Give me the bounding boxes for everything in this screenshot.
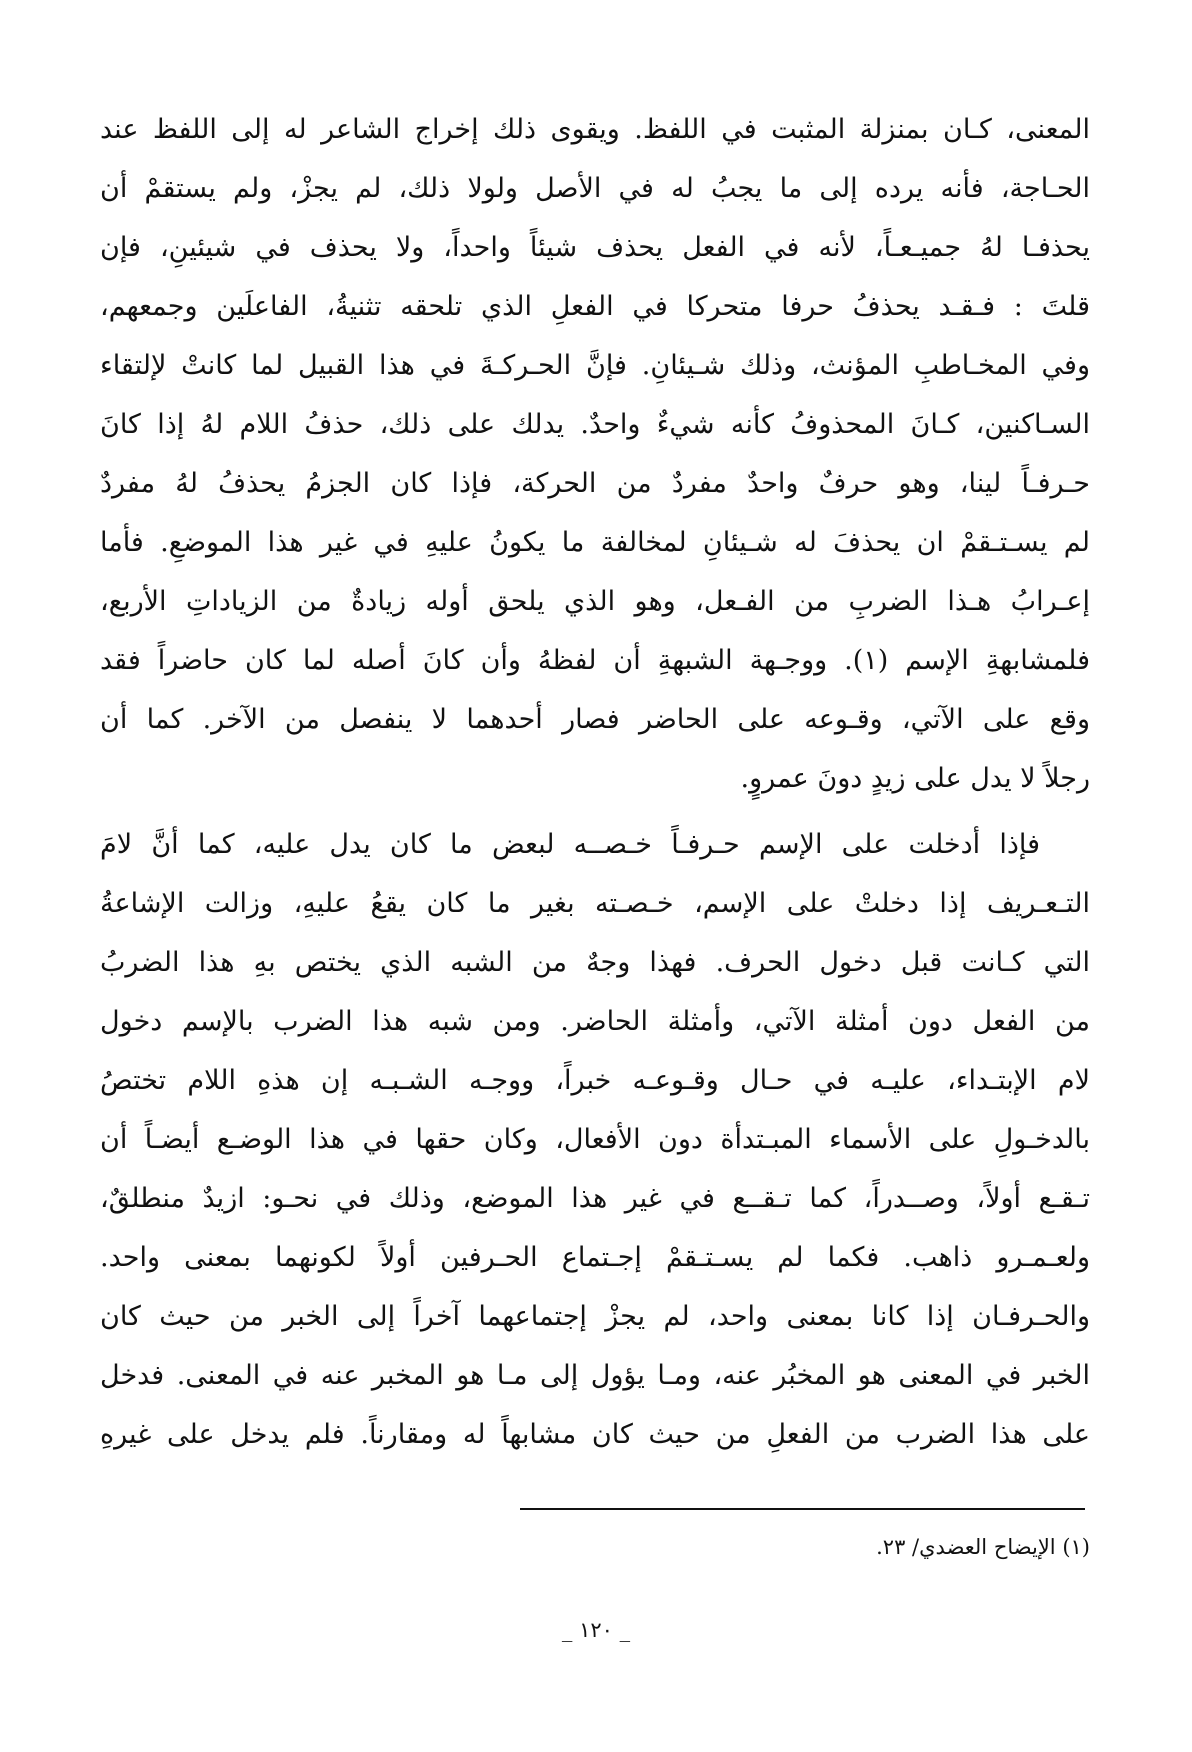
paragraph-line: والحـرفـان إذا كانا بمعنى واحد، لم يجزْ إجتماعهما آخراً إلى الخبر من حيث كان: [100, 1301, 1090, 1332]
paragraph-line: الخبر في المعنى هو المخبُر عنه، ومـا يؤول إلى مـا هو المخبر عنه في المعنى. فدخل: [100, 1360, 1090, 1391]
page-number: _ ١٢٠ _: [561, 1618, 631, 1642]
paragraph-2: [100, 815, 1090, 1464]
paragraph-line: المعنى، كـان بمنزلة المثبت في اللفظ. ويقوى ذلك إخراج الشاعر له إلى اللفظ عند: [100, 114, 1090, 145]
paragraph-line: بالدخـولِ على الأسماء المبـتدأة دون الأفعال، وكان حقها في هذا الوضـع أيضـاً أن: [100, 1124, 1090, 1155]
paragraph-line: التي كـانت قبل دخول الحرف. فهذا وجهٌ من الشبه الذي يختص بهِ هذا الضربُ: [100, 947, 1090, 978]
paragraph-line: لم يسـتـقمْ ان يحذفَ له شـيئانِ لمخالفة ما يكونُ عليهِ في غير هذا الموضعِ. فأما: [100, 527, 1090, 558]
paragraph-line: فإذا أدخلت على الإسم حـرفـاً خـصــه لبعض ما كان يدل عليه، كما أنَّ لامَ: [100, 829, 1040, 860]
paragraph-line: وقع على الآتي، وقـوعه على الحاضر فصار أحدهما لا ينفصل من الآخر. كما أن: [100, 704, 1090, 735]
paragraph-1: [100, 100, 1090, 808]
paragraph-line: على هذا الضرب من الفعلِ من حيث كان مشابهاً له ومقارناً. فلم يدخل على غيرهِ: [100, 1419, 1090, 1450]
paragraph-line: قلتَ : فـقـد يحذفُ حرفا متحركا في الفعلِ الذي تلحقه تثنيةُ، الفاعلَين وجمعهم،: [100, 291, 1090, 322]
paragraph-line: رجلاً لا يدل على زيدٍ دونَ عمروٍ.: [740, 763, 1090, 794]
footnote-divider: [520, 1508, 1085, 1510]
paragraph-line: ولعـمـرو ذاهب. فكما لم يسـتـقمْ إجـتماع الحـرفين أولاً لكونهما بمعنى واحد.: [100, 1242, 1090, 1273]
paragraph-line: يحذفـا لهُ جميـعـاً، لأنه في الفعل يحذف شيئاً واحداً، ولا يحذف في شيئينِ، فإن: [100, 232, 1090, 263]
paragraph-line: حـرفـاً لينا، وهو حرفٌ واحدٌ مفردٌ من الحركة، فإذا كان الجزمُ يحذفُ لهُ مفردٌ: [100, 468, 1090, 499]
paragraph-line: لام الإبتـداء، عليـه في حـال وقـوعـه خبراً، ووجـه الشـبـه إن هذهِ اللام تختصُ: [100, 1065, 1090, 1096]
paragraph-line: من الفعل دون أمثلة الآتي، وأمثلة الحاضر. ومن شبه هذا الضرب بالإسم دخول: [100, 1006, 1090, 1037]
paragraph-line: السـاكنين، كـانَ المحذوفُ كأنه شيءٌ واحدٌ. يدلك على ذلك، حذفُ اللام لهُ إذا كانَ: [100, 409, 1090, 440]
paragraph-line: إعـرابُ هـذا الضربِ من الفـعل، وهو الذي يلحق أوله زيادةٌ من الزياداتِ الأربع،: [100, 586, 1090, 617]
paragraph-line: وفي المخـاطبِ المؤنث، وذلك شـيئانِ. فإنَّ الحـركـةَ في هذا القبيل لما كانتْ لإلتقاء: [100, 350, 1090, 381]
footnote: (١) الإيضاح العضدي/ ٢٣.: [876, 1535, 1090, 1559]
paragraph-line: التـعـريف إذا دخلتْ على الإسم، خـصـته بغير ما كان يقعُ عليهِ، وزالت الإشاعةُ: [100, 888, 1090, 919]
paragraph-line: فلمشابهةِ الإسم (١). ووجـهة الشبهةِ أن لفظهُ وأن كانَ أصله لما كان حاضراً فقد: [100, 645, 1090, 676]
paragraph-line: الحـاجة، فأنه يرده إلى ما يجبُ له في الأصل ولولا ذلك، لم يجزْ، ولم يستقمْ أن: [100, 173, 1090, 204]
paragraph-line: تـقـع أولاً، وصــدراً، كما تـقــع في غير هذا الموضع، وذلك في نحـو: ازيدٌ منطلقٌ،: [100, 1183, 1090, 1214]
